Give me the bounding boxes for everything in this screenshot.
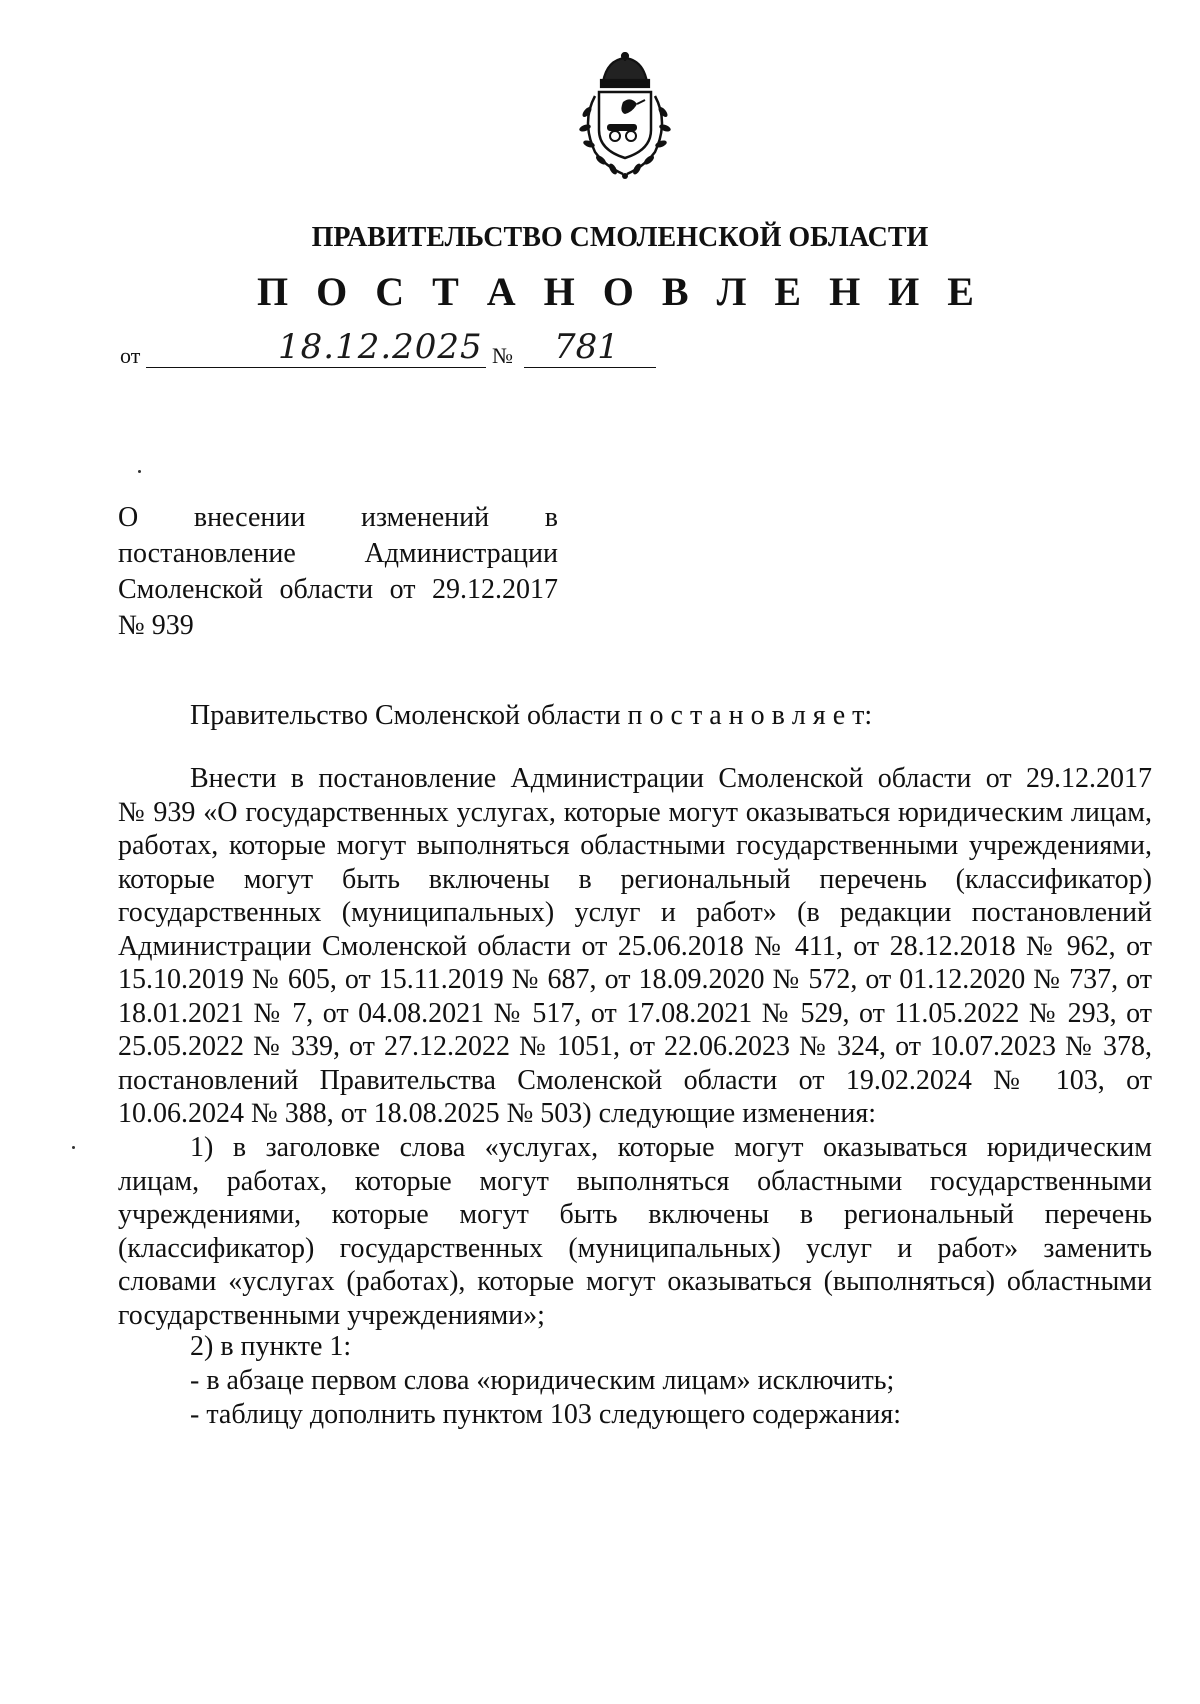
handwritten-date: 18.12.2025 xyxy=(278,327,483,367)
paragraph-line: № 939 «О государственных услугах, которые могут оказываться юридическим лицам, xyxy=(118,796,1152,828)
subject-line: О внесении изменений в xyxy=(118,502,558,533)
paragraph-line: государственных (муниципальных) услуг и работ» (в редакции постановлений xyxy=(118,897,1152,928)
paragraph-line: Внести в постановление Администрации Смоленской области от 29.12.2017 xyxy=(190,763,1152,794)
number-label: № xyxy=(492,343,513,368)
paragraph-line: 15.10.2019 № 605, от 15.11.2019 № 687, от 18.09.2020 № 572, от 01.12.2020 № 737, от xyxy=(118,964,1152,995)
paragraph-line: которые могут быть включены в региональный перечень (классификатор) xyxy=(118,863,1152,895)
main-paragraph xyxy=(118,762,1152,1131)
item-line: государственными учреждениями»; xyxy=(118,1299,545,1331)
subject-line: № 939 xyxy=(118,610,194,641)
paragraph-line: 25.05.2022 № 339, от 27.12.2022 № 1051, от 22.06.2023 № 324, от 10.07.2023 № 378, xyxy=(118,1031,1152,1062)
issuing-authority: ПРАВИТЕЛЬСТВО СМОЛЕНСКОЙ ОБЛАСТИ xyxy=(311,222,929,253)
speck xyxy=(138,470,141,473)
subject-line: постановление Администрации xyxy=(118,538,558,569)
preamble: Правительство Смоленской области п о с т а н о в л я е т: xyxy=(190,700,873,731)
smolensk-coat-of-arms-icon xyxy=(565,52,685,182)
paragraph-line: работах, которые могут выполняться областными государственными учреждениями, xyxy=(118,830,1152,861)
item-2: 2) в пункте 1: xyxy=(190,1331,352,1362)
item-line: (классификатор) государственных (муниципальных) услуг и работ» заменить xyxy=(118,1232,1152,1264)
item-1 xyxy=(118,1131,1152,1332)
document-subject xyxy=(118,500,558,644)
speck xyxy=(72,1146,75,1149)
item-line: лицам, работах, которые могут выполняться областными государственными xyxy=(118,1165,1152,1197)
item-line: словами «услугах (работах), которые могут оказываться (выполняться) областными xyxy=(118,1266,1152,1297)
document-type-title: П О С Т А Н О В Л Е Н И Е xyxy=(257,269,983,314)
item-2-sub-1: - в абзаце первом слова «юридическим лицам» исключить; xyxy=(190,1365,895,1396)
paragraph-line: Администрации Смоленской области от 25.06.2018 № 411, от 28.12.2018 № 962, от xyxy=(118,930,1152,962)
item-line: учреждениями, которые могут быть включены в региональный перечень xyxy=(118,1199,1152,1230)
item-2-sub-2: - таблицу дополнить пунктом 103 следующего содержания: xyxy=(190,1399,901,1430)
item-line: 1) в заголовке слова «услугах, которые могут оказываться юридическим xyxy=(190,1132,1152,1163)
handwritten-number: 781 xyxy=(554,327,619,367)
paragraph-line: 18.01.2021 № 7, от 04.08.2021 № 517, от 17.08.2021 № 529, от 11.05.2022 № 293, от xyxy=(118,997,1152,1029)
date-number-line xyxy=(120,327,619,375)
paragraph-line: постановлений Правительства Смоленской области от 19.02.2024 № 103, от xyxy=(118,1064,1152,1096)
paragraph-line: 10.06.2024 № 388, от 18.08.2025 № 503) следующие изменения: xyxy=(118,1098,877,1129)
subject-line: Смоленской области от 29.12.2017 xyxy=(118,574,558,605)
date-label: от xyxy=(120,343,141,368)
